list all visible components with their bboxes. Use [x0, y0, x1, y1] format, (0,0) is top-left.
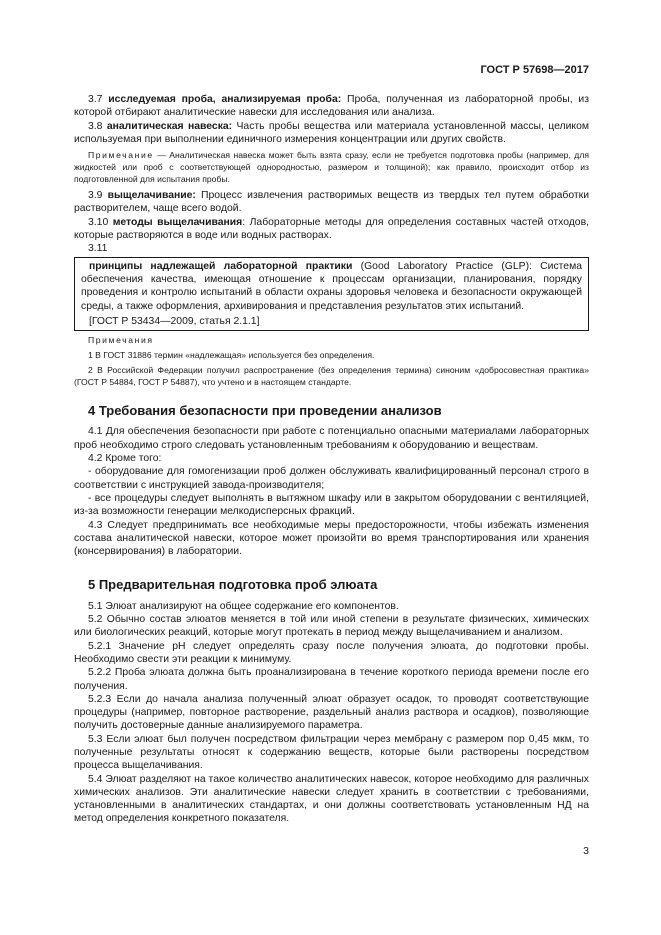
definition-box: [74, 257, 589, 331]
page-content: [74, 93, 589, 826]
note-item-1: 1 В ГОСТ 31886 термин «надлежащая» используется без определения.: [88, 350, 375, 361]
clause-4-2: 4.2 Кроме того:: [88, 453, 162, 465]
note-item-2: 2 В Российской Федерации получил распространение (без определения термина) синоним «добросовестная практика» (ГОСТ Р 54884, ГОСТ Р 54887), что учтено и в настоящем стандарте.: [74, 365, 589, 388]
clause-5-2-2: 5.2.2 Проба элюата должна быть проанализирована в течение короткого периода времени после его получения.: [74, 667, 589, 692]
doc-code-header: ГОСТ Р 57698—2017: [480, 64, 589, 76]
clause-5-4: 5.4 Элюат разделяют на такое количество аналитических навесок, которое необходимо для различных химических анализов. Эти аналитические навески следует хранить в соответствии с требованиями, установленными в аналитических стандартах, и они должны соответствовать установленным НД на метод определения конкретного показателя.: [74, 773, 589, 825]
notes-label: Примечания: [88, 335, 154, 346]
clause-3-11-number: 3.11: [88, 243, 108, 255]
clause-3-10: 3.10 методы выщелачивания: Лабораторные методы для определения составных частей отходов, которые растворяются в воде или водных растворах.: [74, 216, 589, 242]
clause-3-9: 3.9 выщелачивание: Процесс извлечения растворимых веществ из твердых тел путем обработки растворителем, чаще всего водой.: [74, 190, 589, 215]
term: методы выщелачивания: [112, 216, 243, 228]
clause-3-7: 3.7 исследуемая проба, анализируемая проба: Проба, полученная из лабораторной пробы, из которой отбирают аналитические навески для исследования или анализа.: [74, 94, 589, 119]
clause-5-1: 5.1 Элюат анализируют на общее содержание его компонентов.: [88, 600, 399, 612]
list-item: - оборудование для гомогенизации проб должен обслуживать квалифицированный персонал строго в соответствии с инструкцией завода-производителя;: [74, 466, 589, 491]
note-3-8: Примечание — Аналитическая навеска может быть взята сразу, если не требуется подготовка пробы (например, для жидкостей или проб с соответствующей однородностью, размером и толщиной); как правило, происходит отбор из подготовленной для испытания пробы.: [74, 150, 589, 185]
clause-5-2-1: 5.2.1 Значение pH следует определять сразу после получения элюата, до подготовки пробы. Необходимо свести эти реакции к минимуму.: [74, 640, 589, 665]
clause-5-2: 5.2 Обычно состав элюатов меняется в той или иной степени в результате физических, химических или биологических реакций, которые могут протекать в период между выщелачиванием и анализом.: [74, 614, 589, 639]
term: принципы надлежащей лабораторной практики: [89, 260, 353, 272]
note-label: Примечание: [88, 150, 154, 161]
section-4-title: 4 Требования безопасности при проведении анализов: [88, 403, 442, 419]
clause-3-8: 3.8 аналитическая навеска: Часть пробы вещества или материала установленной массы, целиком используемая при выполнении единичного измерения концентрации или других свойств.: [74, 120, 589, 145]
clause-3-11: принципы надлежащей лабораторной практики (Good Laboratory Practice (GLP): Система обеспечения качества, имеющая отношение к процессам организации, планирования, порядку проведения и контролю испытаний в области охраны здоровья человека и безопасности окружающей среды, а также оформления, архивирования и представления результатов этих испытаний.: [81, 260, 582, 312]
term: исследуемая проба, анализируемая проба:: [108, 94, 342, 105]
clause-5-2-3: 5.2.3 Если до начала анализа полученный элюат образует осадок, то проводят соответствующие процедуры (например, повторное растворение, раздельный анализ раствора и осадков), позволяющие получить достоверные данные анализируемого параметра.: [74, 693, 589, 732]
page-number: 3: [583, 845, 589, 857]
source-reference: [ГОСТ Р 53434—2009, статья 2.1.1]: [89, 315, 260, 327]
term: аналитическая навеска:: [106, 120, 233, 132]
list-item: - все процедуры следует выполнять в вытяжном шкафу или в закрытом оборудовании с вентиляцией, из-за возможности генерации мелкодисперсных фракций.: [74, 492, 589, 518]
clause-4-3: 4.3 Следует предпринимать все необходимые меры предосторожности, чтобы избежать изменения состава аналитической навески, которое может произойти во время транспортирования или хранения (консервирования) в лаборатории.: [74, 519, 589, 558]
clause-4-1: 4.1 Для обеспечения безопасности при работе с потенциально опасными материалами лабораторных проб необходимо строго следовать установленным требованиям к оборудованию и веществам.: [74, 426, 589, 451]
clause-5-3: 5.3 Если элюат был получен посредством фильтрации через мембрану с размером пор 0,45 мкм, то полученные результаты относят к содержанию веществ, которые были растворены посредством процесса выщелачивания.: [74, 733, 589, 772]
term: выщелачивание:: [107, 190, 196, 202]
section-5-title: 5 Предварительная подготовка проб элюата: [88, 577, 378, 593]
